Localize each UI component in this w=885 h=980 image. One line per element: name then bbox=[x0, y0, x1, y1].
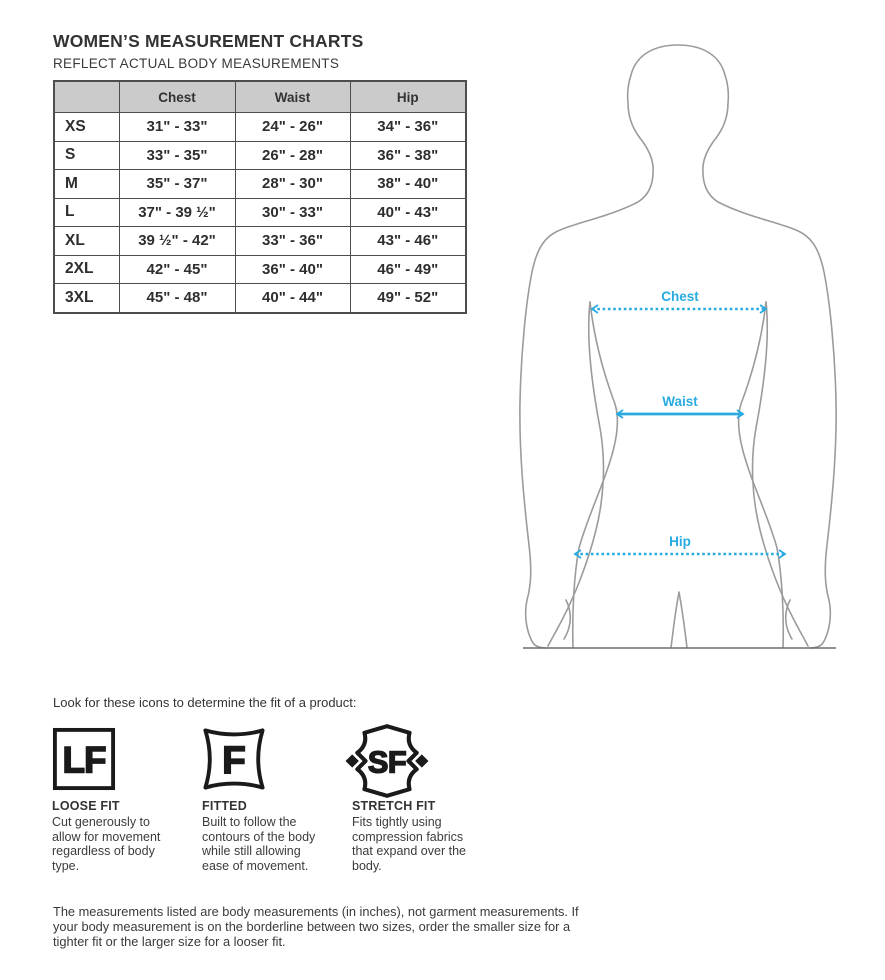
hip-value: 38" - 40" bbox=[350, 170, 466, 199]
waist-dimension-label: Waist bbox=[662, 394, 698, 409]
stretch-fit-icon-letters: SF bbox=[367, 744, 407, 780]
hip-dimension-label: Hip bbox=[669, 534, 691, 549]
size-label: 2XL bbox=[54, 255, 119, 284]
loose-fit-icon bbox=[52, 727, 164, 793]
table-row bbox=[54, 227, 466, 256]
hip-value: 36" - 38" bbox=[350, 141, 466, 170]
fit-column-loose-fit bbox=[52, 727, 164, 873]
chest-value: 42" - 45" bbox=[119, 255, 235, 284]
chest-dimension-label: Chest bbox=[661, 289, 699, 304]
table-row bbox=[54, 284, 466, 313]
measurement-disclaimer: The measurements listed are body measurements (in inches), not garment measurements. If your body measurement is on the borderline between two sizes, order the smaller size for a tighter fit or the larger size for a looser fit. bbox=[53, 904, 579, 949]
hip-value: 34" - 36" bbox=[350, 113, 466, 142]
hip-value: 43" - 46" bbox=[350, 227, 466, 256]
size-label: 3XL bbox=[54, 284, 119, 313]
table-row bbox=[54, 198, 466, 227]
waist-value: 30" - 33" bbox=[235, 198, 350, 227]
col-header-hip: Hip bbox=[350, 81, 466, 113]
body-silhouette-outline bbox=[520, 45, 836, 648]
measurement-arrows bbox=[575, 289, 785, 554]
waist-value: 33" - 36" bbox=[235, 227, 350, 256]
stretch-fit-name: STRETCH FIT bbox=[352, 799, 436, 813]
col-header-chest: Chest bbox=[119, 81, 235, 113]
table-row bbox=[54, 113, 466, 142]
loose-fit-description: Cut generously to allow for movement regardless of body type. bbox=[52, 815, 161, 873]
chest-value: 35" - 37" bbox=[119, 170, 235, 199]
stretch-fit-description: Fits tightly using compression fabrics that expand over the body. bbox=[352, 815, 466, 873]
chest-value: 45" - 48" bbox=[119, 284, 235, 313]
table-header-row bbox=[54, 81, 466, 113]
hip-value: 40" - 43" bbox=[350, 198, 466, 227]
chest-value: 39 ½" - 42" bbox=[119, 227, 235, 256]
waist-value: 40" - 44" bbox=[235, 284, 350, 313]
loose-fit-icon-letters: LF bbox=[62, 739, 106, 781]
waist-value: 24" - 26" bbox=[235, 113, 350, 142]
fitted-name: FITTED bbox=[202, 799, 247, 813]
table-row bbox=[54, 255, 466, 284]
hip-value: 49" - 52" bbox=[350, 284, 466, 313]
fitted-icon bbox=[202, 727, 330, 793]
measurement-table bbox=[53, 80, 467, 314]
fit-column-fitted bbox=[202, 727, 330, 873]
loose-fit-name: LOOSE FIT bbox=[52, 799, 120, 813]
waist-value: 28" - 30" bbox=[235, 170, 350, 199]
fit-column-stretch-fit bbox=[352, 727, 470, 873]
stretch-fit-icon bbox=[352, 727, 470, 793]
table-row bbox=[54, 170, 466, 199]
waist-value: 36" - 40" bbox=[235, 255, 350, 284]
chest-value: 31" - 33" bbox=[119, 113, 235, 142]
waist-value: 26" - 28" bbox=[235, 141, 350, 170]
size-label: L bbox=[54, 198, 119, 227]
fitted-icon-letter: F bbox=[222, 739, 246, 783]
fitted-description: Built to follow the contours of the body while still allowing ease of movement. bbox=[202, 815, 316, 873]
col-header-waist: Waist bbox=[235, 81, 350, 113]
fit-guide-intro: Look for these icons to determine the fit of a product: bbox=[53, 695, 357, 710]
page-subtitle: REFLECT ACTUAL BODY MEASUREMENTS bbox=[53, 56, 340, 71]
table-row bbox=[54, 141, 466, 170]
size-label: M bbox=[54, 170, 119, 199]
col-header-size bbox=[54, 81, 119, 113]
chest-value: 33" - 35" bbox=[119, 141, 235, 170]
size-label: S bbox=[54, 141, 119, 170]
size-label: XS bbox=[54, 113, 119, 142]
size-label: XL bbox=[54, 227, 119, 256]
hip-value: 46" - 49" bbox=[350, 255, 466, 284]
chest-value: 37" - 39 ½" bbox=[119, 198, 235, 227]
body-measurement-diagram bbox=[505, 15, 885, 660]
page-title: WOMEN’S MEASUREMENT CHARTS bbox=[53, 31, 364, 51]
